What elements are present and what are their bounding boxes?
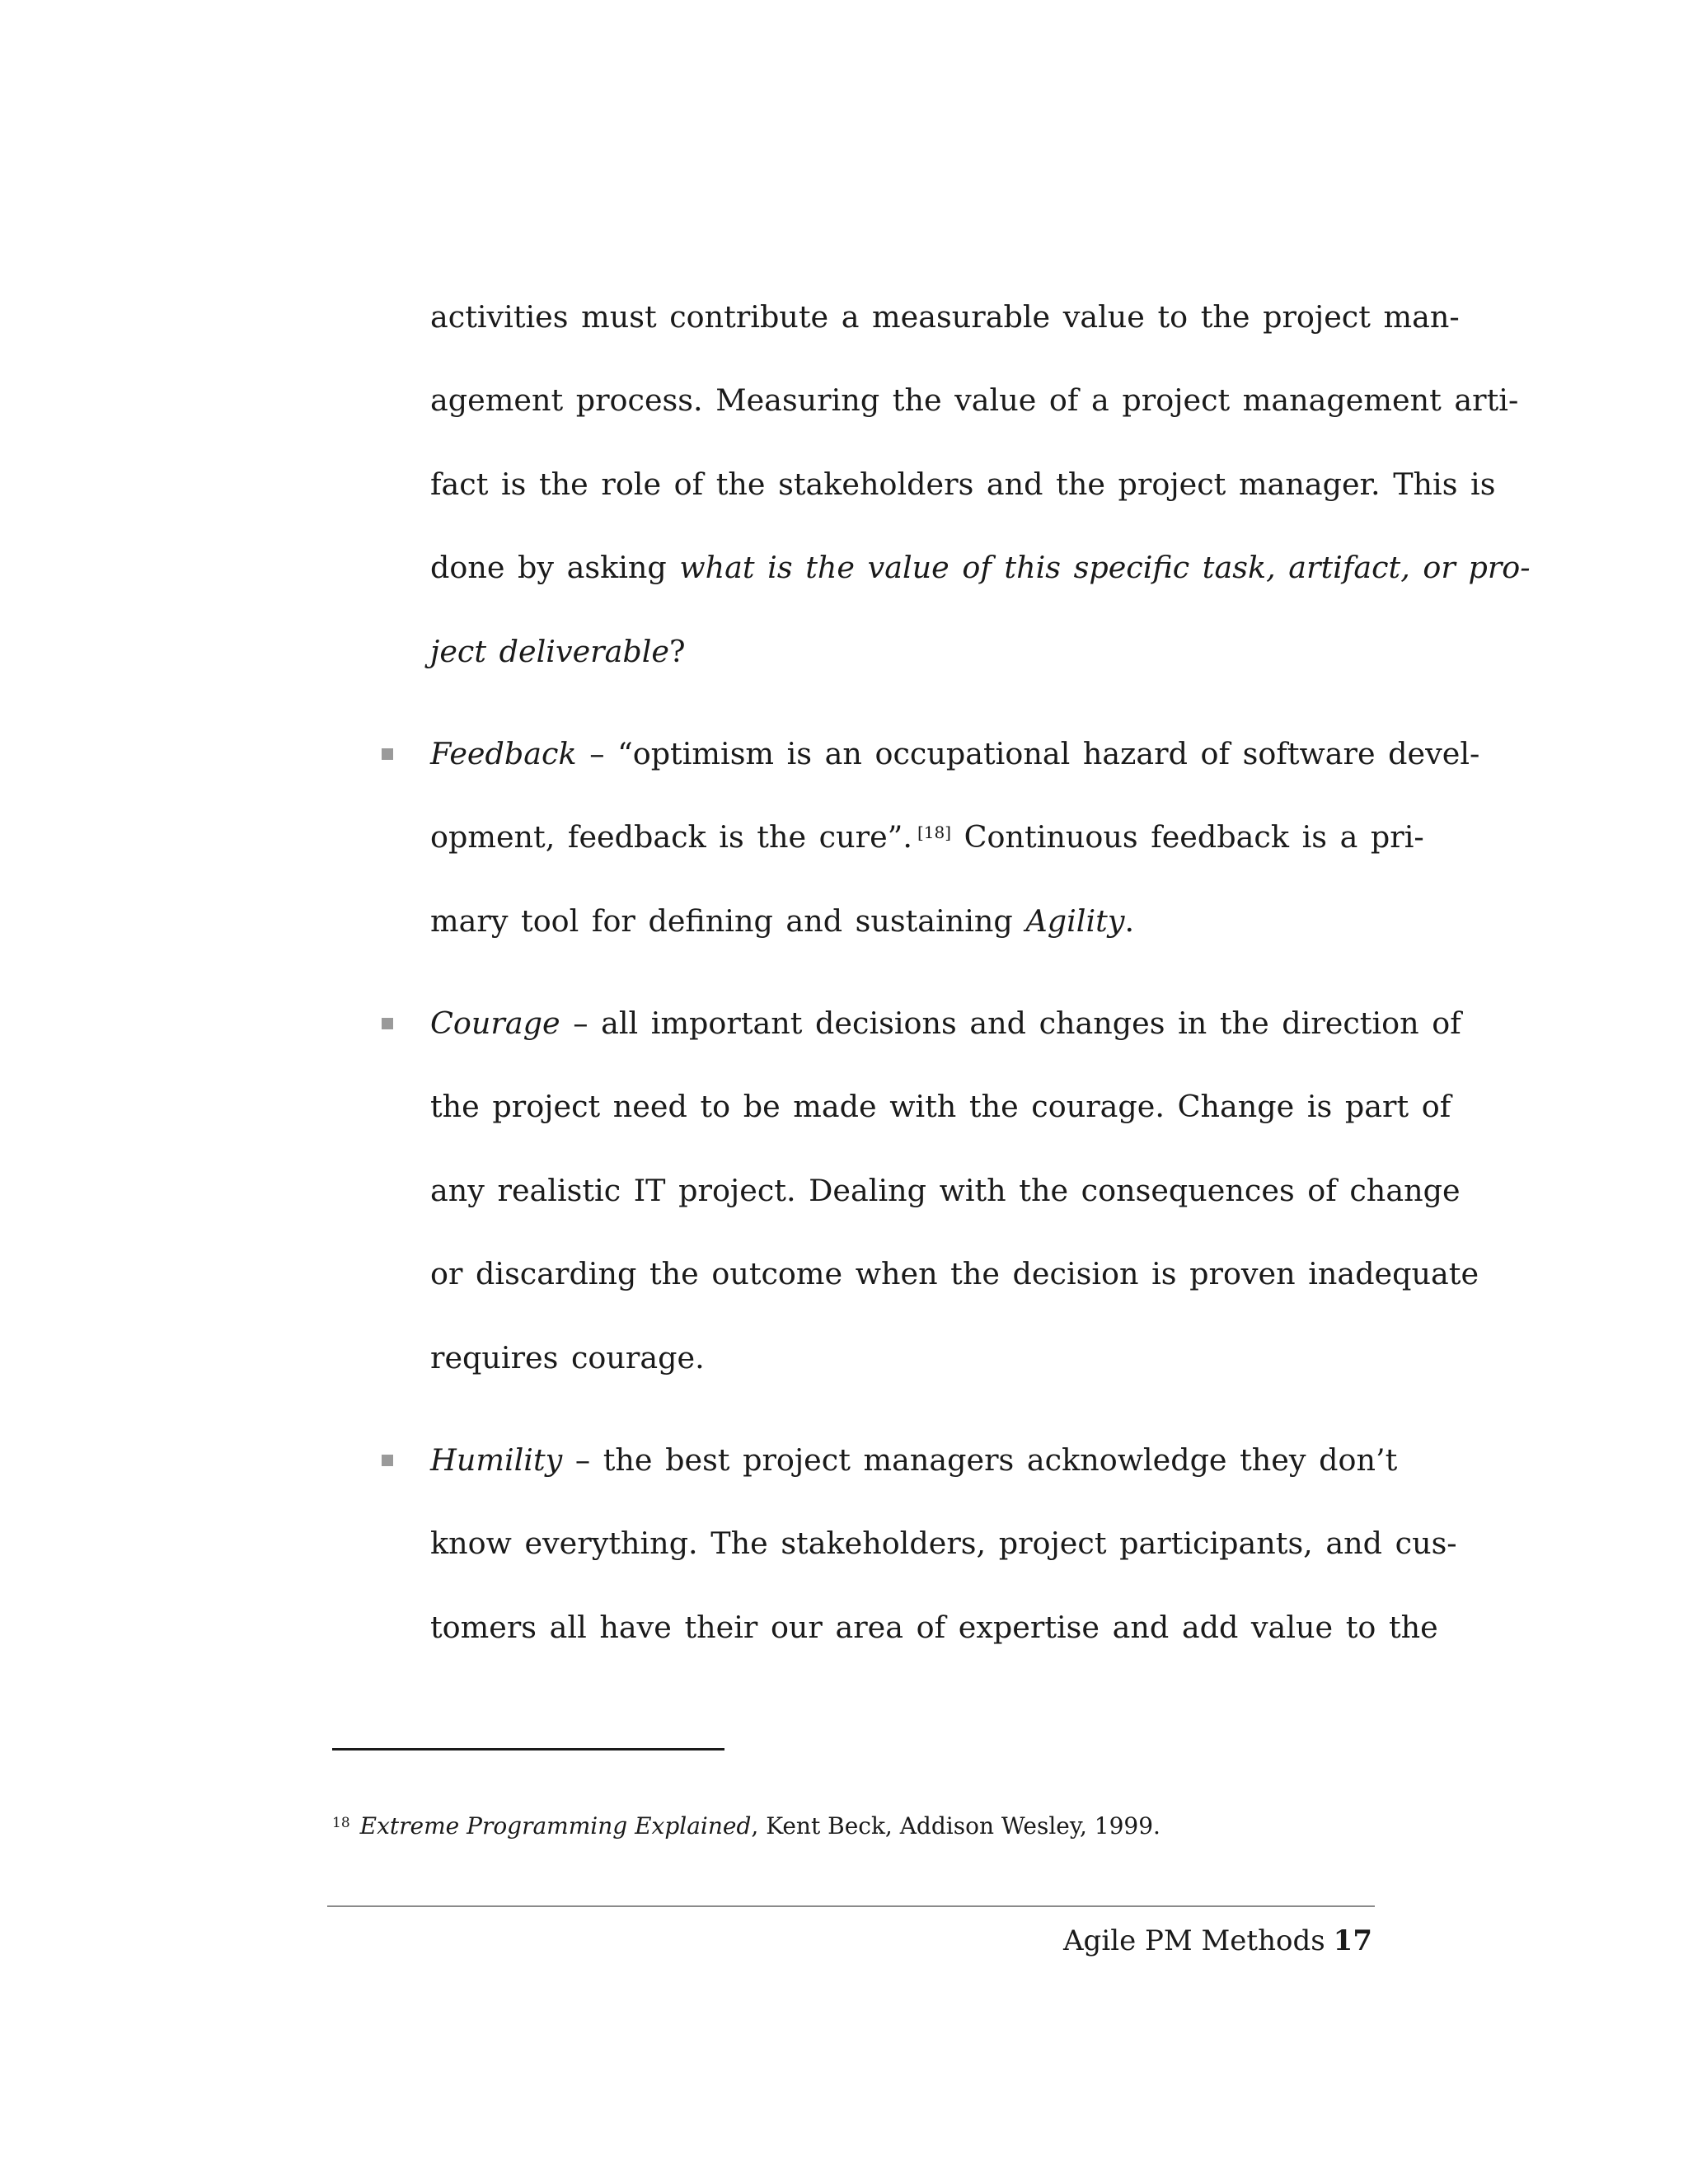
body-text: requires courage. — [430, 1340, 705, 1376]
bullet-term: Courage — [430, 1005, 560, 1041]
body-text: any realistic IT project. Dealing with the consequences of change — [430, 1173, 1461, 1208]
body-text: opment, feedback is the cure”. — [430, 819, 912, 855]
emphasis-text: Agility — [1025, 903, 1125, 939]
bullet-courage-line — [430, 1004, 1461, 1043]
body-text: all important decisions and changes in the direction of — [601, 1005, 1461, 1041]
body-text: the best project managers acknowledge they don’t — [603, 1442, 1398, 1478]
body-text: . — [1124, 903, 1135, 939]
body-text: agement process. Measuring the value of a project management arti- — [430, 382, 1519, 418]
page-footer — [1063, 1923, 1372, 1959]
body-text: ? — [669, 634, 686, 669]
dash: – — [560, 1005, 602, 1041]
body-text: tomers all have their our area of expertise and add value to the — [430, 1610, 1438, 1645]
emphasis-text: what is the value of this specific task, artifact, or pro- — [679, 550, 1531, 585]
body-line — [430, 1338, 705, 1378]
bullet-term: Feedback — [430, 736, 577, 771]
footnote-text: , Kent Beck, Addison Wesley, 1999. — [751, 1812, 1160, 1840]
body-line — [430, 1254, 1479, 1294]
running-title: Agile PM Methods — [1063, 1924, 1325, 1957]
body-line — [430, 1171, 1461, 1211]
body-text: Continuous feedback is a pri- — [951, 819, 1424, 855]
body-line — [430, 902, 1134, 941]
body-line — [430, 1087, 1451, 1127]
body-line — [430, 818, 1424, 857]
body-text: mary tool for defining and sustaining — [430, 903, 1026, 939]
bullet-term: Humility — [430, 1442, 563, 1478]
bullet-marker — [382, 748, 393, 760]
body-text: fact is the role of the stakeholders and the project manager. This is — [430, 466, 1496, 502]
emphasis-text: ject deliverable — [430, 634, 670, 669]
body-line — [430, 465, 1496, 504]
body-text: done by asking — [430, 550, 680, 585]
bullet-feedback-line — [430, 734, 1480, 774]
body-text: activities must contribute a measurable value to the project man- — [430, 299, 1460, 335]
body-line — [430, 632, 686, 672]
dash: – — [562, 1442, 603, 1478]
body-line — [430, 1608, 1438, 1647]
dash: – — [576, 736, 618, 771]
bullet-marker — [382, 1018, 393, 1029]
footnote-book-title: Extreme Programming Explained — [359, 1812, 752, 1840]
body-line — [430, 548, 1531, 588]
footer-rule — [327, 1905, 1375, 1907]
bullet-marker — [382, 1455, 393, 1466]
body-line — [430, 298, 1460, 337]
body-line — [430, 1524, 1457, 1563]
body-text: “optimism is an occupational hazard of software devel- — [617, 736, 1480, 771]
body-text: know everything. The stakeholders, project participants, and cus- — [430, 1526, 1457, 1561]
footnote-number: 18 — [332, 1815, 350, 1831]
citation-reference: [18] — [917, 823, 952, 842]
page-number: 17 — [1333, 1924, 1372, 1957]
body-line — [430, 381, 1519, 420]
footnote-separator — [332, 1748, 724, 1750]
bullet-humility-line — [430, 1441, 1398, 1480]
body-text: or discarding the outcome when the decision is proven inadequate — [430, 1256, 1479, 1291]
body-text: the project need to be made with the courage. Change is part of — [430, 1089, 1451, 1124]
footnote — [332, 1810, 1160, 1843]
